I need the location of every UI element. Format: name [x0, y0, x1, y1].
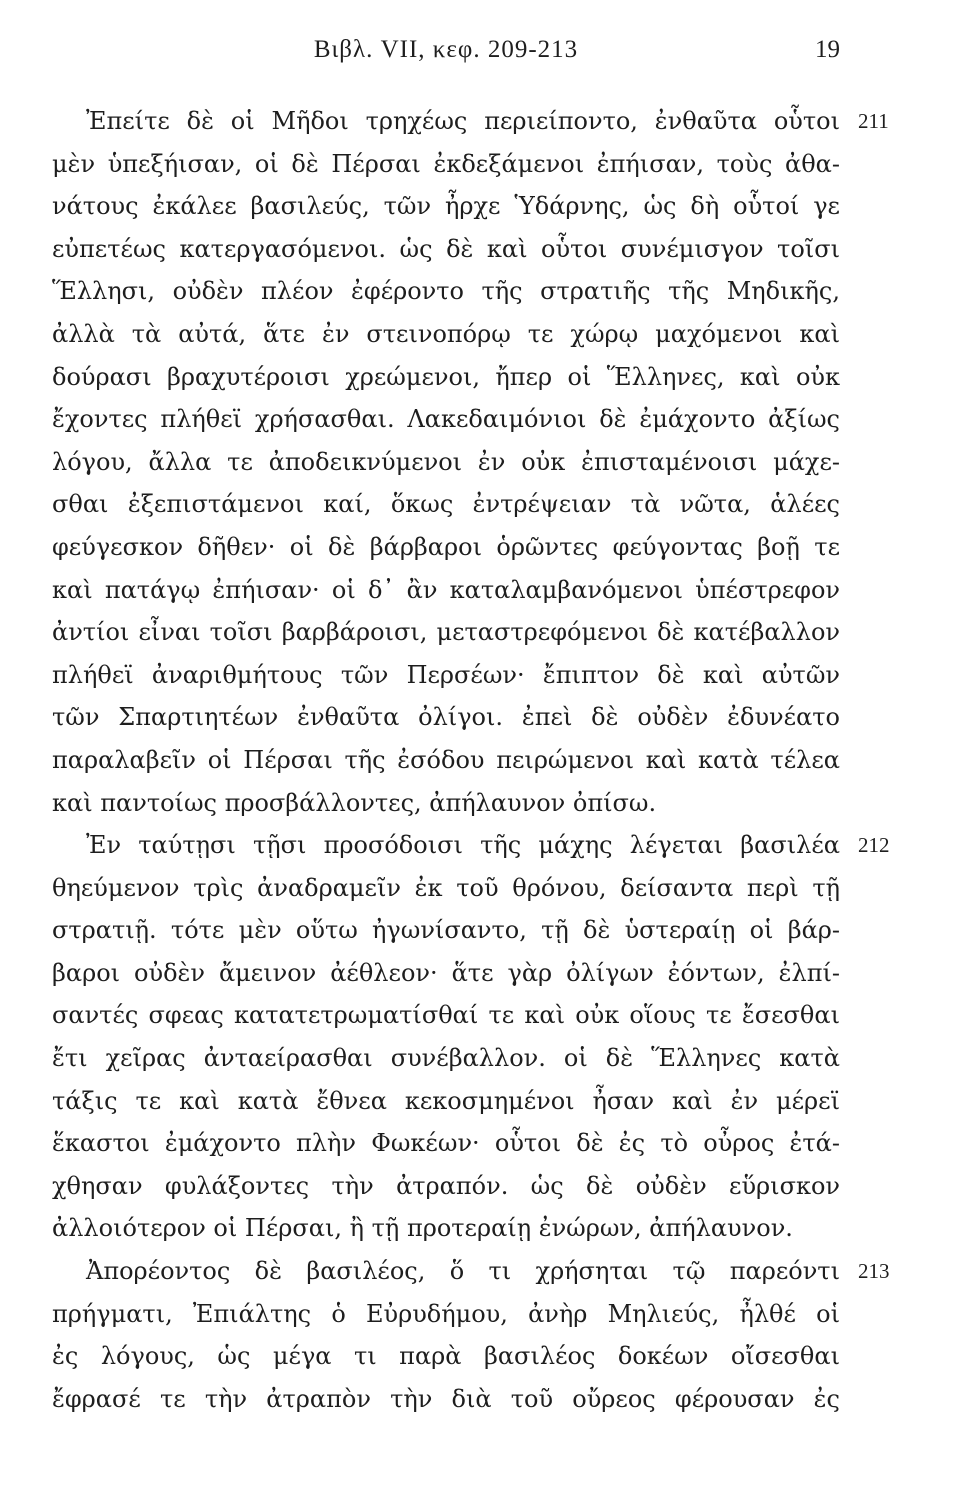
page-number: 19: [815, 36, 840, 63]
line-text: Ἐπείτε δὲ οἱ Μῆδοι τρηχέως περιείποντο, ἐνθαῦτα οὗτοι: [86, 107, 840, 135]
text-line: ἀντίοι εἶναι τοῖσι βαρβάροισι, μεταστρεφόμενοι δὲ κατέβαλλον: [52, 618, 840, 647]
text-line: σθαι ἐξεπιστάμενοι καί, ὅκως ἐντρέψειαν τὰ νῶτα, ἁλέες: [52, 490, 840, 519]
text-line: λόγου, ἄλλα τε ἀποδεικνύμενοι ἐν οὐκ ἐπισταμένοισι μάχε-: [52, 447, 840, 476]
line-text: Ἐν ταύτῃσι τῇσι προσόδοισι τῆς μάχης λέγεται βασιλέα: [86, 831, 840, 860]
running-head: Βιβλ. VII, κεφ. 209-213: [313, 36, 579, 63]
text-line: ἕκαστοι ἐμάχοντο πλὴν Φωκέων· οὗτοι δὲ ἐς τὸ οὖρος ἐτά-: [52, 1129, 840, 1158]
text-line: τῶν Σπαρτιητέων ἐνθαῦτα ὀλίγοι. ἐπεὶ δὲ οὐδὲν ἐδυνέατο: [52, 703, 840, 732]
text-line: ἔτι χεῖρας ἀνταείρασθαι συνέβαλλον. οἱ δὲ Ἕλληνες κατὰ: [52, 1044, 840, 1073]
text-line: [52, 100, 889, 143]
text-line: παραλαβεῖν οἱ Πέρσαι τῆς ἐσόδου πειρώμενοι καὶ κατὰ τέλεα: [52, 745, 840, 774]
text-line: καὶ πατάγῳ ἐπήισαν· οἱ δ᾽ ἂν καταλαμβανόμενοι ὑπέστρεφον: [52, 575, 840, 604]
text-line: τάξις τε καὶ κατὰ ἔθνεα κεκοσμημένοι ἦσαν καὶ ἐν μέρεϊ: [52, 1086, 840, 1115]
text-line: πρήγματι, Ἐπιάλτης ὁ Εὐρυδήμου, ἀνὴρ Μηλιεύς, ἦλθέ οἱ: [52, 1299, 840, 1328]
text-line: ἔχοντες πλήθεϊ χρήσασθαι. Λακεδαιμόνιοι δὲ ἐμάχοντο ἀξίως: [52, 405, 840, 434]
text-line: ἀλλὰ τὰ αὐτά, ἅτε ἐν στεινοπόρῳ τε χώρῳ μαχόμενοι καὶ: [52, 319, 840, 348]
text-line: πλήθεϊ ἀναριθμήτους τῶν Περσέων· ἔπιπτον δὲ καὶ αὐτῶν: [52, 660, 840, 689]
text-body: [52, 100, 890, 1420]
text-line: θηεύμενον τρὶς ἀναδραμεῖν ἐκ τοῦ θρόνου, δείσαντα περὶ τῇ: [52, 873, 840, 902]
paragraph-211: [52, 100, 889, 824]
chapter-number: 213: [858, 1259, 890, 1284]
page-header: [52, 36, 840, 76]
text-line: εὐπετέως κατεργασόμενοι. ὡς δὲ καὶ οὗτοι συνέμισγον τοῖσι: [52, 234, 840, 263]
text-line: μὲν ὑπεξήισαν, οἱ δὲ Πέρσαι ἐκδεξάμενοι ἐπήισαν, τοὺς ἀθα-: [52, 149, 840, 178]
text-line: νάτους ἐκάλεε βασιλεύς, τῶν ἦρχε Ὑδάρνης, ὡς δὴ οὗτοί γε: [52, 192, 840, 221]
text-line: σαντές σφεας κατατετρωματίσθαί τε καὶ οὐκ οἵους τε ἔσεσθαι: [52, 1001, 840, 1030]
text-line: φεύγεσκον δῆθεν· οἱ δὲ βάρβαροι ὁρῶντες φεύγοντας βοῇ τε: [52, 532, 840, 561]
text-line: στρατιῇ. τότε μὲν οὕτω ἠγωνίσαντο, τῇ δὲ ὑστεραίῃ οἱ βάρ-: [52, 916, 840, 945]
chapter-number: 212: [858, 833, 890, 858]
text-line: δούρασι βραχυτέροισι χρεώμενοι, ἤπερ οἱ Ἕλληνες, καὶ οὐκ: [52, 362, 840, 391]
text-line: [52, 824, 890, 867]
text-line: ἐς λόγους, ὡς μέγα τι παρὰ βασιλέος δοκέων οἴσεσθαι: [52, 1342, 840, 1371]
text-line: [52, 1250, 890, 1293]
text-line: Ἕλλησι, οὐδὲν πλέον ἐφέροντο τῆς στρατιῆς τῆς Μηδικῆς,: [52, 277, 840, 306]
paragraph-213: [52, 1250, 890, 1420]
text-line: ἀλλοιότερον οἱ Πέρσαι, ἢ τῇ προτεραίῃ ἐνώρων, ἀπήλαυνον.: [52, 1214, 793, 1243]
text-line: καὶ παντοίως προσβάλλοντες, ἀπήλαυνον ὀπίσω.: [52, 788, 657, 817]
paragraph-212: [52, 824, 890, 1250]
text-line: βαροι οὐδὲν ἄμεινον ἀέθλεον· ἅτε γὰρ ὀλίγων ἐόντων, ἐλπί-: [52, 958, 840, 987]
line-text: Ἀπορέοντος δὲ βασιλέος, ὅ τι χρήσηται τῷ παρεόντι: [86, 1257, 840, 1286]
text-line: χθησαν φυλάξοντες τὴν ἀτραπόν. ὡς δὲ οὐδὲν εὕρισκον: [52, 1171, 840, 1200]
chapter-number: 211: [858, 109, 889, 133]
text-line: ἔφρασέ τε τὴν ἀτραπὸν τὴν διὰ τοῦ οὔρεος φέρουσαν ἐς: [52, 1384, 840, 1413]
